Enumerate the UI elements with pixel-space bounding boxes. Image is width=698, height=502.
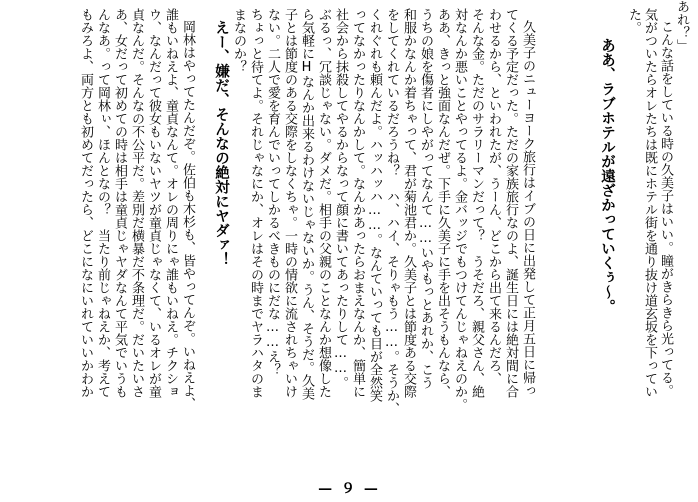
text-column: わせるから、といわれたが、うーん、どこから出て来るんだろ、 [486, 8, 501, 385]
text-column: 久美子のニューヨーク旅行はイブの日に出発して正月五日に帰っ [520, 20, 535, 397]
text-column: ぶるっ、冗談じゃない。ダメだ。相手の父親のことなんか想像した [316, 8, 331, 398]
text-column: あれ？」 [674, 0, 689, 52]
text-column: 子とは節度のある交際をしなくちゃ。一時の情欲に流されちゃいけ [282, 8, 297, 398]
text-column: た。 [626, 8, 641, 34]
text-column: てくる予定だった。ただの家族旅行なのよ、誕生日には絶対間に合 [503, 8, 518, 398]
text-column: 気がついたらオレたちは既にホテル街を通り抜け道玄坂を下ってい [642, 8, 657, 398]
text-column: 社会から抹殺してやるからなって顔に書いてあったりして……。 [333, 8, 348, 389]
text-column: あ、女だって初めての時は相手は童貞じゃヤダなんて平気でいうも [112, 8, 127, 398]
text-column: ってなかったりなんかして。なんかあったらおまえなんか、簡単に [350, 8, 365, 398]
text-column: 和服かなんか着ちゃって、君が菊池君か。久美子とは節度ある交際 [401, 8, 416, 398]
text-column: ウ、なんだって彼女もいないヤツが童貞じゃなくて、いるオレが童 [146, 8, 161, 398]
text-column: んなあ。って岡林ぃ、ほんとなの？ 当たり前じゃねえか、考えて [95, 8, 110, 398]
text-column: ない。二人で愛を育んでいってしかるべきものにだな……え？ [265, 8, 280, 376]
text-column: ら気軽にHなんか出来るわけないじゃないか。うん、そうだ。久美 [299, 8, 314, 400]
text-column: 岡林はやってたんだぞ。佐伯も木杉も、皆やってんぞ。いねえよ、 [180, 20, 195, 410]
text-column: 誰もいねえよ、童貞なんて。オレの周りにゃ誰もいねえ。チクショ [163, 8, 178, 398]
text-column: くれぐれも頼んだよ。ハッハッハ……。なんていっても目が全然笑 [367, 8, 382, 402]
text-column: ああ、きっと強面なんだぜ。下手に久美子に手を出そうもんなら、 [435, 8, 450, 398]
text-column: ちょっと待てよ。それじゃなにか、オレはその時までヤラハタのま [248, 8, 263, 398]
text-column: もみろよ、両方とも初めてだったら、どこになにいれていいかわか [78, 8, 93, 398]
emphasis-column: えー、嫌だ、そんなの絶対にヤダァ！ [213, 20, 229, 267]
text-column: 貞なんだ。そんなの不公平だ。差別だ横暴だ不条理だ。だいたいさ [129, 8, 144, 398]
text-column: まなのか？ [231, 8, 246, 73]
text-column: そんな金。ただのサラリーマンだって？ うそだろ、親父さん、絶 [469, 8, 484, 398]
text-column: 対なんか悪いことやってるよ。金バッジでもつけてんじゃねえのか。 [452, 8, 467, 411]
text-column: こんな話をしている時の久美子はいい。瞳がきらきら光ってる。 [658, 20, 673, 397]
page-number: — ９ — [318, 481, 380, 497]
text-column: うちの娘を傷者にしやがってなんて……いやもっとあれか、こう [418, 8, 433, 389]
text-column: をしてくれているだろうね？ ハ、ハイ、そりゃもう……。そうか、 [384, 8, 399, 415]
emphasis-column: ああ、ラブホテルが遠ざかっていくぅ～。 [599, 38, 615, 314]
